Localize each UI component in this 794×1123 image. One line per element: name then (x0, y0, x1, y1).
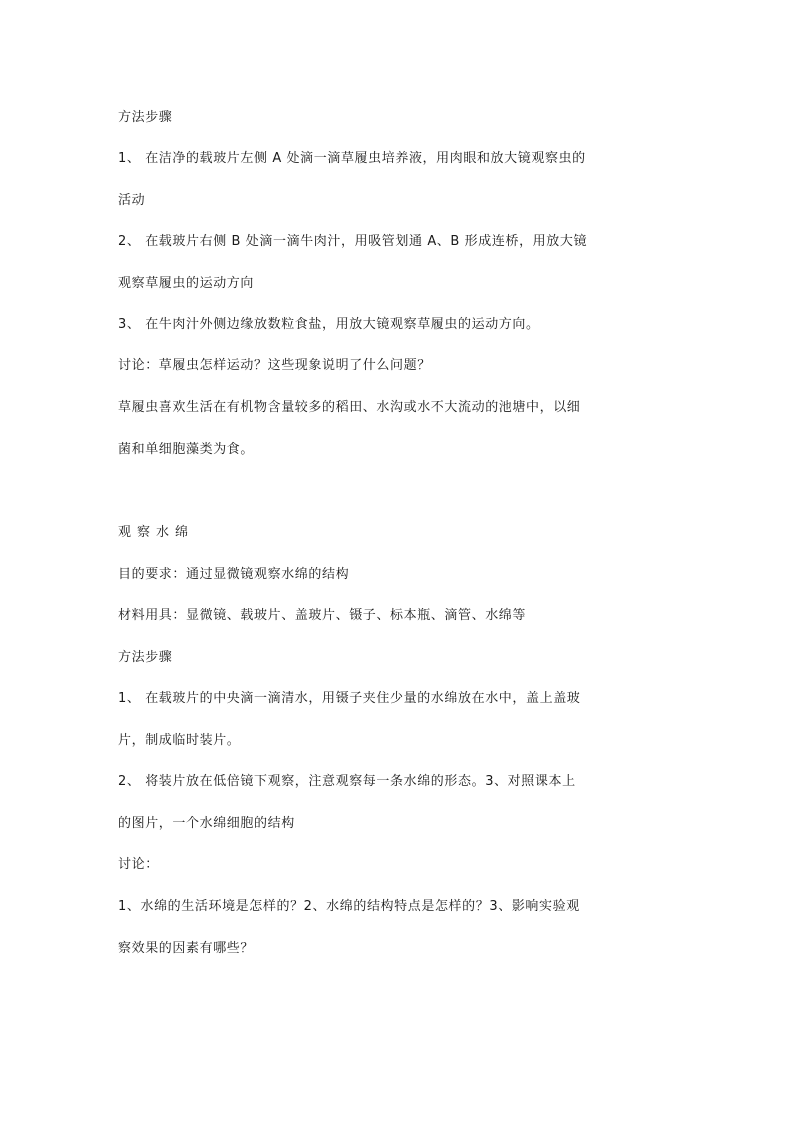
section1-discussion: 讨论：草履虫怎样运动？这些现象说明了什么问题？ (118, 358, 431, 373)
section2-questions-line1: 1、水绵的生活环境是怎样的？2、水绵的结构特点是怎样的？3、影响实验观 (118, 899, 580, 914)
section1-step1-line2: 活动 (118, 193, 146, 208)
section2-purpose: 目的要求：通过显微镜观察水绵的结构 (118, 567, 350, 582)
section1-step1-line1: 1、 在洁净的载玻片左侧 A 处滴一滴草履虫培养液，用肉眼和放大镜观察虫的 (118, 151, 586, 166)
section1-heading: 方法步骤 (118, 110, 173, 125)
section2-materials: 材料用具：显微镜、载玻片、盖玻片、镊子、标本瓶、滴管、水绵等 (118, 608, 527, 623)
section2-questions-line2: 察效果的因素有哪些？ (118, 941, 255, 956)
section1-step2-line2: 观察草履虫的运动方向 (118, 276, 255, 291)
section1-note-line2: 菌和单细胞藻类为食。 (118, 442, 255, 457)
section1-note-line1: 草履虫喜欢生活在有机物含量较多的稻田、水沟或水不大流动的池塘中，以细 (118, 400, 581, 415)
section2-step1-line2: 片，制成临时装片。 (118, 733, 241, 748)
section1-step3: 3、 在牛肉汁外侧边缘放数粒食盐，用放大镜观察草履虫的运动方向。 (118, 317, 540, 332)
section2-step1-line1: 1、 在载玻片的中央滴一滴清水，用镊子夹住少量的水绵放在水中，盖上盖玻 (118, 691, 581, 706)
section2-step2-line1: 2、 将装片放在低倍镜下观察，注意观察每一条水绵的形态。3、对照课本上 (118, 774, 576, 789)
section2-step2-line2: 的图片，一个水绵细胞的结构 (118, 816, 295, 831)
section2-title: 观察水绵 (118, 525, 195, 540)
section2-discussion-label: 讨论： (118, 857, 159, 872)
section1-step2-line1: 2、 在载玻片右侧 B 处滴一滴牛肉汁，用吸管划通 A、B 形成连桥，用放大镜 (118, 234, 588, 249)
section2-heading: 方法步骤 (118, 650, 173, 665)
